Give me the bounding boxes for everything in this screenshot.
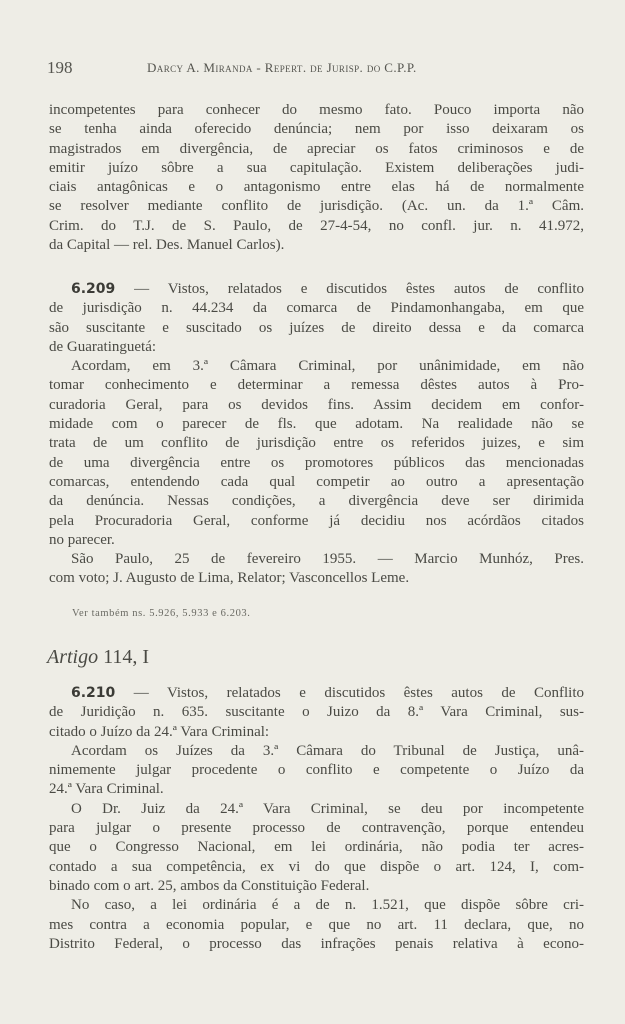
text-line: No caso, a lei ordinária é a de n. 1.521, que dispõe sôbre cri- [71, 897, 584, 914]
text-line: para julgar o presente processo de contravenção, porque entendeu [49, 820, 584, 837]
text-line: no parecer. [49, 531, 115, 548]
text-line: midade com o parecer de fls. que adotam. Na realidade não se [49, 416, 584, 433]
text-line: comarcas, entendendo cada qual competir ao outro a apresentação [49, 473, 584, 490]
entry-number: 6.210 [71, 685, 116, 701]
text-line: que o Congresso Nacional, em lei ordinária, não podia ter acres- [49, 839, 584, 856]
text-line: de jurisdição n. 44.234 da comarca de Pindamonhangaba, em que [49, 300, 584, 317]
page-number: 198 [47, 58, 73, 77]
text-fragment: — Vistos, relatados e discutidos êstes autos de Conflito [115, 685, 584, 701]
text-line: Distrito Federal, o processo das infrações penais relativa à econo- [49, 935, 584, 952]
text-line: tomar conhecimento e determinar a remessa dêstes autos à Pro- [49, 377, 584, 394]
continuation-paragraph [49, 101, 584, 255]
text-line: curadoria Geral, para os devidos fins. Assim decidem em confor- [49, 396, 584, 413]
text-line: pela Procuradoria Geral, conforme já decidiu nos acórdãos citados [49, 512, 584, 529]
text-line: São Paulo, 25 de fevereiro 1955. — Marcio Munhóz, Pres. [71, 551, 584, 568]
entry-first-line [49, 280, 584, 299]
text-line: incompetentes para conhecer do mesmo fato. Pouco importa não [49, 102, 584, 118]
text-line: Acordam os Juízes da 3.ª Câmara do Tribunal de Justiça, unâ- [71, 742, 584, 759]
text-line: O Dr. Juiz da 24.ª Vara Criminal, se deu por incompetente [71, 800, 584, 817]
section-heading [47, 646, 149, 669]
text-line: binado com o art. 25, ambos da Constituição Federal. [49, 877, 370, 894]
entry-first-line [49, 684, 584, 703]
text-line: contado a sua competência, ex vi do que dispõe o art. 124, I, com- [49, 858, 584, 875]
text-line: se resolver mediante conflito de jurisdição. (Ac. un. da 1.ª Câm. [49, 198, 584, 215]
entry-number: 6.209 [71, 281, 116, 297]
entry-6210 [49, 684, 584, 954]
text-line: de Juridição n. 635. suscitante o Juizo da 8.ª Vara Criminal, sus- [49, 704, 584, 721]
running-head: Darcy A. Miranda - Repert. de Jurisp. do C.P.P. [147, 60, 417, 75]
text-line: Acordam, em 3.ª Câmara Criminal, por unânimidade, em não [71, 358, 584, 375]
text-fragment: — Vistos, relatados e discutidos êstes autos de conflito [115, 281, 584, 297]
text-line: citado o Juízo da 24.ª Vara Criminal: [49, 723, 270, 740]
section-heading-number: 114, I [98, 646, 150, 668]
text-line: emitir juízo sôbre a sua capitulação. Existem deliberações judi- [49, 159, 584, 176]
text-line: com voto; J. Augusto de Lima, Relator; Vasconcellos Leme. [49, 570, 410, 587]
text-line: magistrados em divergência, de apreciar os fatos criminosos e de [49, 140, 584, 157]
text-line: trata de um conflito de jurisdição entre os referidos juizes, e sim [49, 435, 584, 452]
text-line: nimemente julgar procedente o conflito e competente o Juízo da [49, 762, 584, 779]
text-line: são suscitante e suscitado os juízes de direito dessa e da comarca [49, 319, 584, 336]
text-line: de uma divergência entre os promotores públicos das mencionadas [49, 454, 584, 471]
section-heading-italic: Artigo [47, 646, 99, 668]
entry-6209 [49, 280, 584, 589]
text-line: se tenha ainda oferecido denúncia; nem por isso deixaram os [49, 121, 584, 138]
text-line: de Guaratinguetá: [49, 338, 157, 355]
text-line: ciais antagônicas e o antagonismo entre elas há de normalmente [49, 179, 584, 196]
text-line: mes contra a economia popular, e que no art. 11 declara, que, no [49, 916, 584, 933]
text-line: Crim. do T.J. de S. Paulo, de 27-4-54, no confl. jur. n. 41.972, [49, 217, 584, 234]
text-line: da denúncia. Nessas condições, a divergência deve ser dirimida [49, 493, 584, 510]
text-line: da Capital — rel. Des. Manuel Carlos). [49, 237, 285, 254]
see-also-note: Ver também ns. 5.926, 5.933 e 6.203. [72, 608, 251, 619]
text-line: 24.ª Vara Criminal. [49, 781, 164, 798]
